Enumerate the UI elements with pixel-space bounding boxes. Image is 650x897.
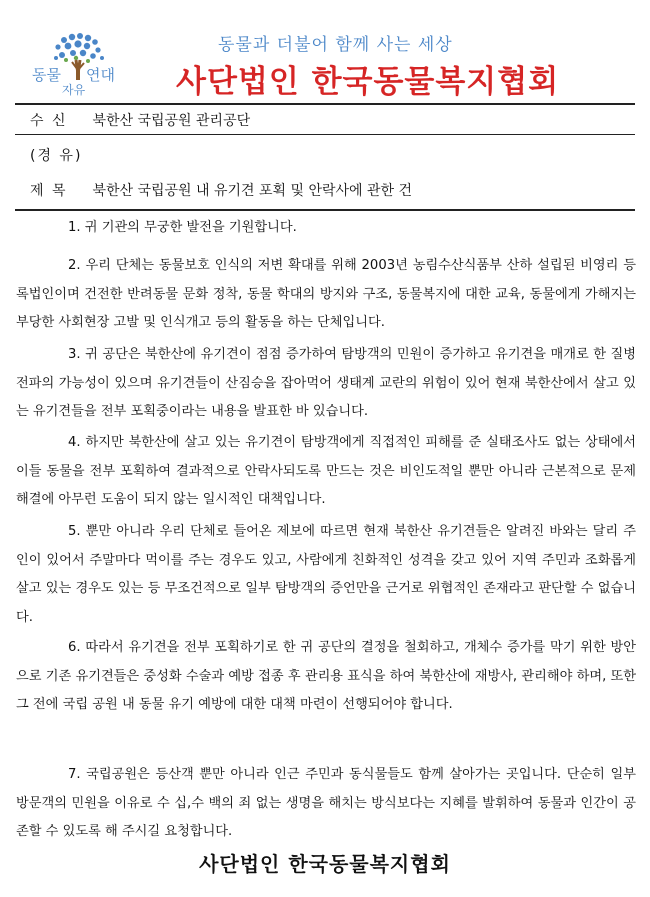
recipient-label: 수 신	[30, 113, 68, 129]
paragraph-1-text: 1. 귀 기관의 무궁한 발전을 기원합니다.	[68, 220, 297, 235]
paragraph-6-text: 6. 따라서 유기견을 전부 포획하기로 한 귀 공단의 결정을 철회하고, 개체수 증가를 막기 위한 방안으로 기존 유기견들은 중성화 수술과 예방 접종 후 관리용 표식을 하여 북한산에 재방사, 관리해야 하며, 또한 그 전에 국립 공원 내 동물 유기 예방에 대한 대책 마련이 선행되어야 합니다.	[16, 640, 636, 712]
header-divider	[15, 103, 635, 105]
paragraph-4	[16, 429, 636, 515]
recipient-value: 북한산 국립공원 관리공단	[92, 113, 251, 129]
footer-signature: 사단법인 한국동물복지협회	[199, 852, 451, 876]
paragraph-2	[16, 252, 636, 338]
logo-text-left: 동물	[32, 66, 61, 84]
subject-divider	[15, 209, 635, 211]
paragraph-5-text: 5. 뿐만 아니라 우리 단체로 들어온 제보에 따르면 현재 북한산 유기견들은 알려진 바와는 달리 주인이 있어서 주말마다 먹이를 주는 경우도 있고, 사람에게 친화적인 성격을 갖고 있어 지역 주민과 조화롭게 살고 있는 경우도 있는 등 무조건적으로 일부 탐방객의 증언만을 근거로 위협적인 존재라고 판단할 수 없습니다.	[16, 524, 636, 625]
paragraph-5	[16, 518, 636, 632]
paragraph-3	[16, 341, 636, 427]
tree-logo-icon	[28, 30, 132, 100]
paragraph-7	[16, 761, 636, 847]
subject-value: 북한산 국립공원 내 유기견 포획 및 안락사에 관한 건	[92, 183, 413, 199]
paragraph-7-text: 7. 국립공원은 등산객 뿐만 아니라 인근 주민과 동식물들도 함께 살아가는 곳입니다. 단순히 일부 방문객의 민원을 이유로 수 십,수 백의 죄 없는 생명을 해치는 방식보다는 지혜를 발휘하여 동물과 인간이 공존할 수 있도록 해 주시길 요청합니다.	[16, 767, 636, 839]
recipient-row	[30, 110, 250, 130]
via-row	[30, 145, 92, 165]
organization-logo	[28, 30, 132, 100]
org-tagline: 동물과 더불어 함께 사는 세상	[218, 35, 453, 55]
paragraph-2-text: 2. 우리 단체는 동물보호 인식의 저변 확대를 위해 2003년 농림수산식품부 산하 설립된 비영리 등록법인이며 건전한 반려동물 문화 정착, 동물 학대의 방지와 구조, 동물복지에 대한 교육, 동물에게 가해지는 부당한 사회현장 고발 및 인식개고 등의 활동을 하는 단체입니다.	[16, 258, 636, 330]
logo-text-bottom: 자유	[62, 83, 86, 97]
logo-text-right: 연대	[86, 66, 115, 84]
subject-row	[30, 180, 412, 200]
paragraph-4-text: 4. 하지만 북한산에 살고 있는 유기견이 탐방객에게 직접적인 피해를 준 실태조사도 없는 상태에서 이들 동물을 전부 포획하여 결과적으로 안락사되도록 만드는 것은 비인도적일 뿐만 아니라 근본적으로 문제 해결에 아무런 도움이 되지 않는 일시적인 대책입니다.	[16, 435, 636, 507]
via-label: (경 유)	[30, 148, 83, 164]
recipient-divider	[15, 134, 635, 135]
paragraph-1	[16, 214, 636, 243]
subject-label: 제 목	[30, 183, 68, 199]
paragraph-3-text: 3. 귀 공단은 북한산에 유기견이 점점 증가하여 탐방객의 민원이 증가하고 유기견을 매개로 한 질병 전파의 가능성이 있으며 유기견들이 산짐승을 잡아먹어 생태계 교란의 위험이 있어 현재 북한산에서 살고 있는 유기견들을 전부 포획중이라는 내용을 발표한 바 있습니다.	[16, 347, 636, 419]
paragraph-6	[16, 634, 636, 720]
org-title: 사단법인 한국동물복지협회	[176, 64, 560, 100]
